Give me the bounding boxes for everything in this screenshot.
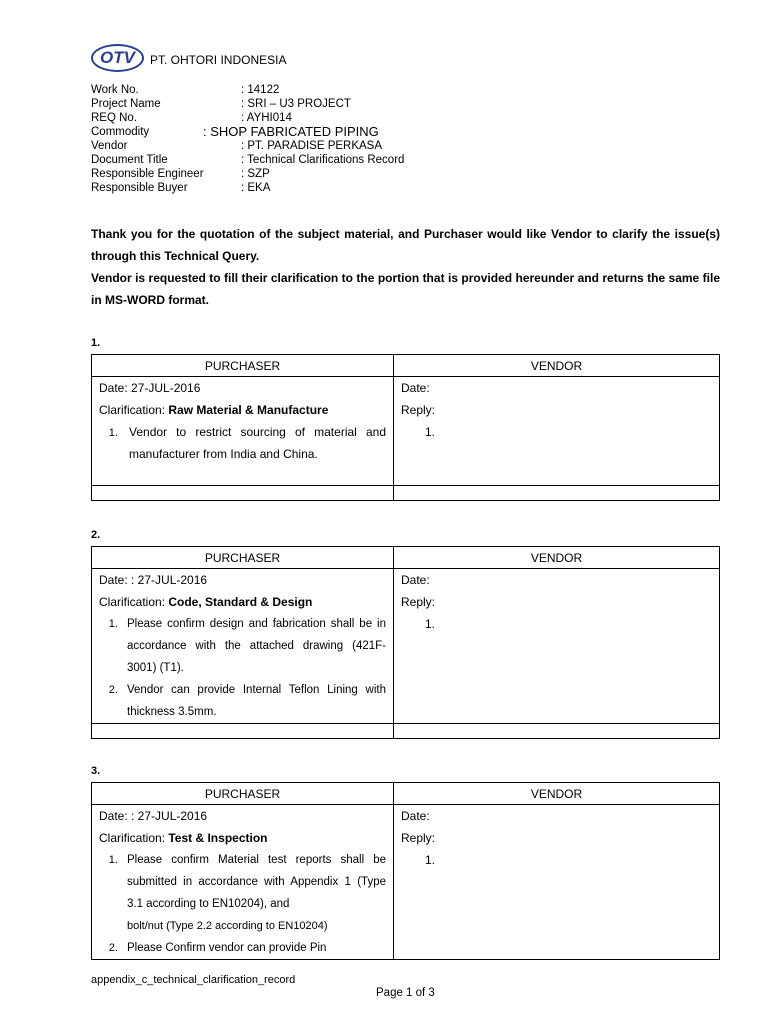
response-field[interactable]: [394, 486, 720, 501]
intro-text: [91, 223, 720, 311]
vendor-reply-item: 1.: [425, 853, 436, 867]
vendor-date-label: Date:: [401, 381, 430, 395]
purchaser-date: Date: : 27-JUL-2016: [99, 573, 208, 587]
clarification-label: Clarification: Raw Material & Manufacture: [99, 403, 329, 417]
section-number: 3.: [91, 765, 101, 777]
clarification-list: [99, 849, 386, 959]
clarification-title: Test & Inspection: [168, 831, 268, 845]
meta-row: REQ No. : AYHI014: [91, 112, 292, 124]
clarification-item: 1. Vendor to restrict sourcing of material and manufacturer from India and China.: [121, 421, 386, 465]
vendor-cell: [394, 377, 719, 443]
purchaser-date: Date: 27-JUL-2016: [99, 381, 201, 395]
page-number: Page 1 of 3: [376, 987, 435, 999]
section-number: 2.: [91, 529, 101, 541]
vendor-cell: [394, 805, 719, 871]
clarification-title: Raw Material & Manufacture: [168, 403, 329, 417]
intro-paragraph: Vendor is requested to fill their clarification to the portion that is provided hereunder and returns the same file in MS-WORD format.: [91, 271, 720, 307]
footer-filename: appendix_c_technical_clarification_record: [91, 974, 296, 986]
clarification-item: 2. Vendor can provide Internal Teflon Lining with thickness 3.5mm.: [121, 679, 386, 723]
meta-row: Vendor : PT. PARADISE PERKASA: [91, 140, 383, 152]
clarification-list: [99, 421, 386, 465]
vendor-header: VENDOR: [394, 355, 720, 377]
response-field[interactable]: [92, 724, 394, 739]
meta-row: Work No. : 14122: [91, 84, 280, 96]
purchaser-cell: [92, 805, 393, 959]
meta-row: Document Title : Technical Clarifications Record: [91, 154, 405, 166]
purchaser-header: PURCHASER: [92, 547, 394, 569]
clarification-item-continuation: bolt/nut (Type 2.2 according to EN10204): [127, 920, 328, 932]
clarification-item: 1. Please confirm design and fabrication shall be in accordance with the attached drawing (421F-3001) (T1).: [121, 613, 386, 679]
meta-row: Responsible Engineer : SZP: [91, 168, 270, 180]
clarification-table: [91, 546, 720, 739]
clarification-table: [91, 354, 720, 501]
vendor-reply-item: 1.: [425, 617, 436, 631]
purchaser-header: PURCHASER: [92, 355, 394, 377]
purchaser-date: Date: : 27-JUL-2016: [99, 809, 208, 823]
meta-row: Responsible Buyer : EKA: [91, 182, 271, 194]
vendor-reply-item: 1.: [425, 425, 436, 439]
clarification-label: Clarification: Test & Inspection: [99, 831, 268, 845]
purchaser-header: PURCHASER: [92, 783, 394, 805]
clarification-title: Code, Standard & Design: [168, 595, 313, 609]
otv-logo: OTV: [91, 44, 144, 72]
purchaser-cell: [92, 377, 393, 465]
clarification-list: [99, 613, 386, 723]
vendor-date-label: Date:: [401, 809, 430, 823]
response-field[interactable]: [92, 486, 394, 501]
vendor-header: VENDOR: [394, 783, 720, 805]
vendor-cell: [394, 569, 719, 635]
vendor-reply-label: Reply:: [401, 595, 436, 609]
purchaser-cell: [92, 569, 393, 723]
company-name: PT. OHTORI INDONESIA: [150, 53, 287, 67]
clarification-label: Clarification: Code, Standard & Design: [99, 595, 313, 609]
intro-paragraph: Thank you for the quotation of the subject material, and Purchaser would like Vendor to clarify the issue(s) through this Technical Query.: [91, 227, 720, 263]
section-number: 1.: [91, 337, 101, 349]
clarification-table: [91, 782, 720, 960]
meta-row: Project Name : SRI – U3 PROJECT: [91, 98, 351, 110]
clarification-item: 1. Please confirm Material test reports shall be submitted in accordance with Appendix 1 (Type 3.1 according to EN10204), and bolt/nut (Type 2.2 according to EN10204): [121, 849, 386, 937]
vendor-date-label: Date:: [401, 573, 430, 587]
document-metadata: [91, 83, 404, 195]
vendor-reply-label: Reply:: [401, 403, 436, 417]
response-field[interactable]: [394, 724, 720, 739]
vendor-header: VENDOR: [394, 547, 720, 569]
company-header: [91, 44, 286, 72]
vendor-reply-label: Reply:: [401, 831, 436, 845]
meta-row: Commodity : SHOP FABRICATED PIPING: [91, 124, 379, 139]
clarification-item: 2. Please Confirm vendor can provide Pin: [121, 937, 386, 959]
